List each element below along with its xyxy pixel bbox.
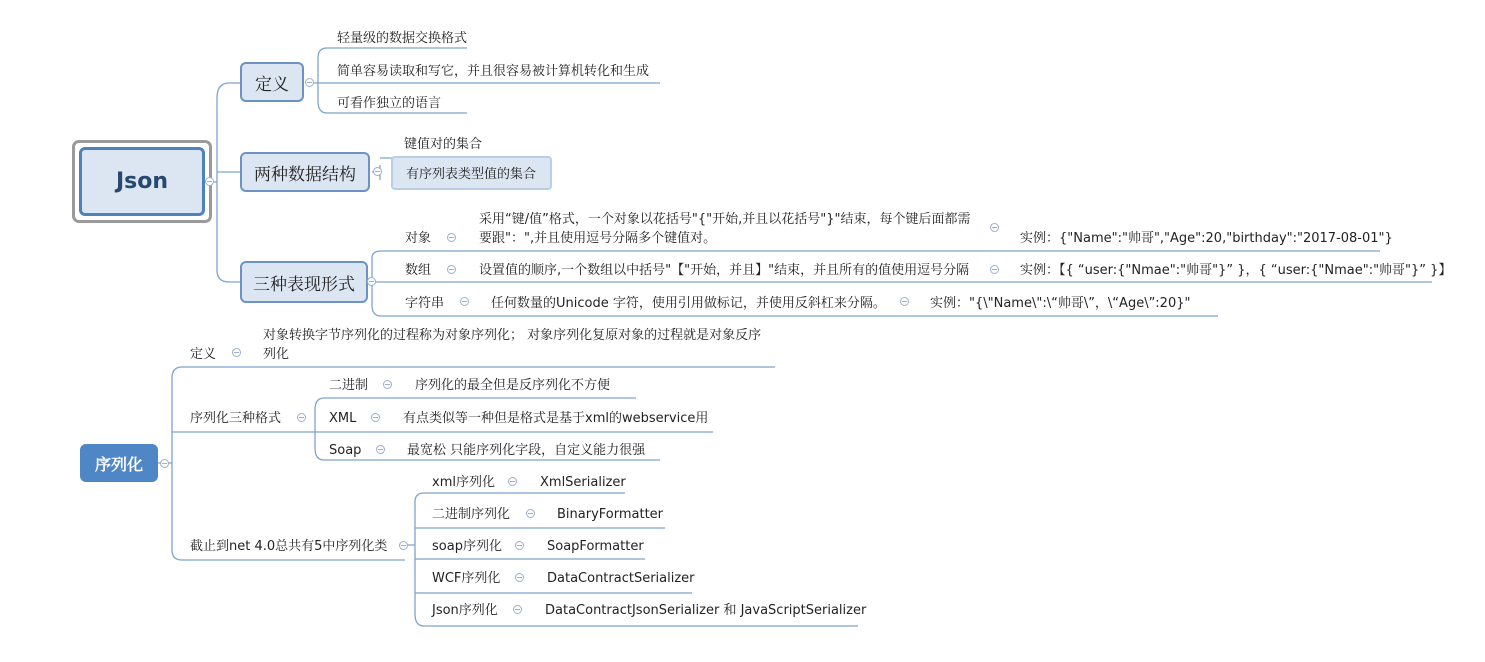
class-name[interactable]: SoapFormatter [547,539,644,554]
class-kind[interactable]: xml序列化 [432,475,495,490]
serialize-definition-text[interactable]: 对象转换字节序列化的过程称为对象序列化； 对象序列化复原对象的过程就是对象反序 [263,328,762,343]
collapse-toggle[interactable] [376,445,385,454]
json-root-node[interactable]: Json [79,147,205,216]
class-name[interactable]: DataContractSerializer [547,571,695,586]
serialize-classes-node[interactable]: 截止到net 4.0总共有5中序列化类 [190,539,388,554]
class-kind[interactable]: WCF序列化 [432,571,501,586]
collapse-toggle[interactable] [515,541,524,550]
json-definition-node[interactable]: 定义 [240,62,304,102]
form-object-desc[interactable]: 采用“键/值”格式，一个对象以花括号"{"开始,并且以花括号"}"结束，每个键后面都需 [479,212,971,227]
json-definition-item[interactable]: 简单容易读取和写它，并且很容易被计算机转化和生成 [337,64,650,79]
class-kind[interactable]: Json序列化 [432,603,498,618]
collapse-toggle[interactable] [383,380,392,389]
collapse-toggle[interactable] [399,541,408,550]
form-object-example[interactable]: 实例：{"Name":"帅哥","Age":20,"birthday":"2017-08-01"} [1020,231,1393,246]
collapse-toggle[interactable] [515,573,524,582]
form-array-desc[interactable]: 设置值的顺序,一个数组以中括号"【"开始，并且】"结束，并且所有的值使用逗号分隔 [479,263,970,278]
json-structure-item[interactable]: 键值对的集合 [404,137,483,152]
collapse-toggle[interactable] [305,78,314,87]
collapse-toggle[interactable] [513,605,522,614]
format-name[interactable]: Soap [329,443,362,458]
collapse-toggle[interactable] [460,297,469,306]
collapse-toggle[interactable] [367,277,376,286]
class-kind[interactable]: 二进制序列化 [432,507,511,522]
form-string-label[interactable]: 字符串 [405,296,445,311]
collapse-toggle[interactable] [447,265,456,274]
format-name[interactable]: XML [329,411,357,426]
form-object-desc[interactable]: 要跟"：",并且使用逗号分隔多个键值对。 [479,231,717,246]
format-name[interactable]: 二进制 [329,378,369,393]
form-string-example[interactable]: 实例："{\"Name\":\“帅哥\”，\“Age\”:20}" [930,296,1191,311]
form-object-label[interactable]: 对象 [405,231,432,246]
collapse-toggle[interactable] [205,177,214,186]
json-structures-node[interactable]: 两种数据结构 [240,152,370,192]
json-definition-item[interactable]: 可看作独立的语言 [337,96,442,111]
collapse-toggle[interactable] [508,477,517,486]
collapse-toggle[interactable] [297,413,306,422]
class-name[interactable]: XmlSerializer [540,475,626,490]
form-string-desc[interactable]: 任何数量的Unicode 字符，使用引用做标记，并使用反斜杠来分隔。 [491,296,886,311]
format-desc[interactable]: 有点类似等一种但是格式是基于xml的webservice用 [403,411,709,426]
form-array-label[interactable]: 数组 [405,263,432,278]
collapse-toggle[interactable] [526,509,535,518]
collapse-toggle[interactable] [371,413,380,422]
serialize-formats-node[interactable]: 序列化三种格式 [190,411,282,426]
collapse-toggle[interactable] [232,348,241,357]
class-name[interactable]: BinaryFormatter [557,507,664,522]
collapse-toggle[interactable] [447,233,456,242]
collapse-toggle[interactable] [990,265,999,274]
collapse-toggle[interactable] [160,459,169,468]
format-desc[interactable]: 序列化的最全但是反序列化不方便 [415,378,611,393]
serialize-definition-node[interactable]: 定义 [190,347,217,362]
serialize-definition-text[interactable]: 列化 [263,347,290,362]
class-name[interactable]: DataContractJsonSerializer 和 JavaScriptSerializer [545,603,867,618]
collapse-toggle[interactable] [373,167,382,176]
json-definition-item[interactable]: 轻量级的数据交换格式 [337,31,468,46]
json-forms-node[interactable]: 三种表现形式 [240,261,368,303]
format-desc[interactable]: 最宽松 只能序列化字段，自定义能力很强 [407,443,646,458]
collapse-toggle[interactable] [990,223,999,232]
form-array-example[interactable]: 实例：【{ “user:{"Nmae":"帅哥"}” }，{ “user:{"Nmae":"帅哥"}” }】 [1020,263,1452,278]
serialize-root-node[interactable]: 序列化 [80,444,158,482]
json-structure-item[interactable]: 有序列表类型值的集合 [406,167,537,182]
collapse-toggle[interactable] [900,297,909,306]
class-kind[interactable]: soap序列化 [432,539,502,554]
